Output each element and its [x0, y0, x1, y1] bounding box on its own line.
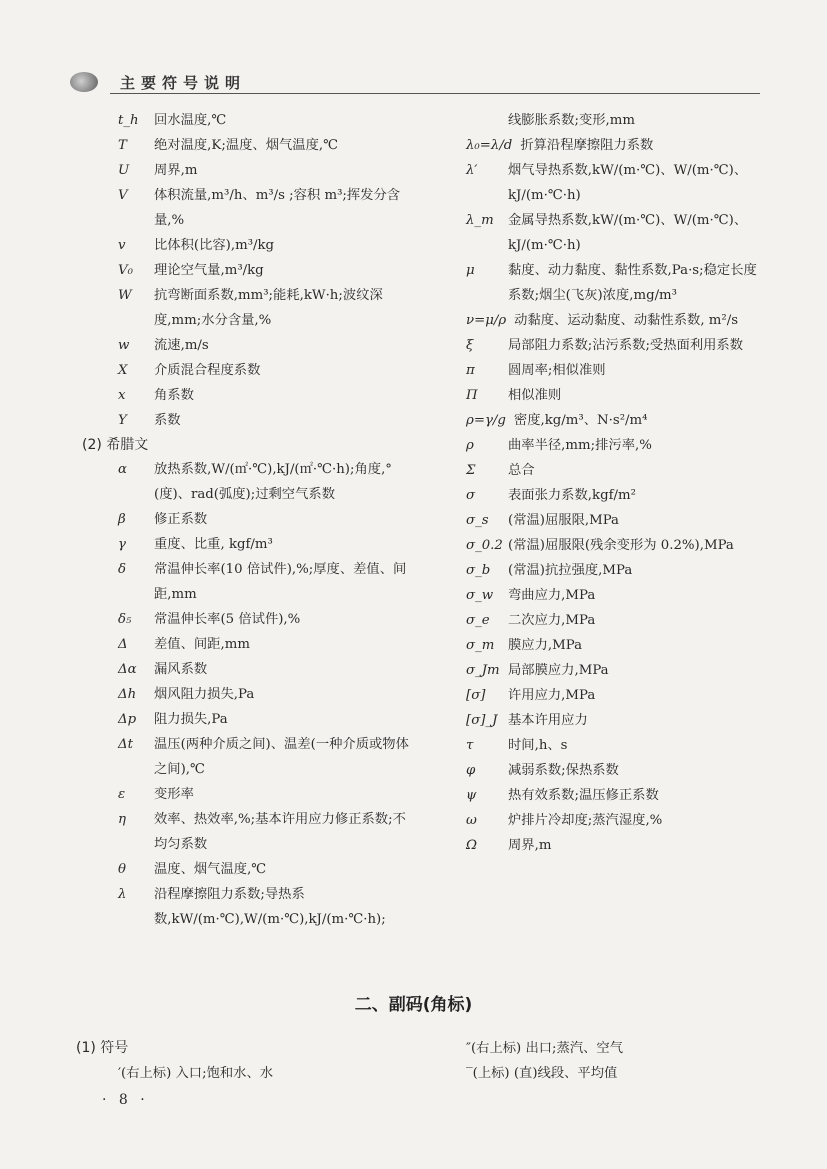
symbol-entry	[466, 258, 766, 308]
symbol-entry	[88, 607, 418, 632]
symbol: λ_m	[466, 213, 494, 228]
symbol: λ₀=λ/d	[466, 138, 513, 153]
definition: 沿程摩擦阻力系数;导热系数,kW/(m·℃),W/(m·℃),kJ/(m·℃·h);	[154, 887, 386, 927]
symbol-entry	[88, 732, 418, 782]
definition: 密度,kg/m³、N·s²/m⁴	[513, 413, 648, 428]
symbol: σ	[466, 488, 476, 503]
left-column	[82, 108, 418, 932]
superscript-entry: ″(右上标) 出口;蒸汽、空气	[466, 1041, 624, 1056]
symbol: λ′	[466, 163, 478, 178]
symbol-entry	[88, 408, 418, 433]
symbol: ξ	[466, 338, 474, 353]
symbol-entry	[466, 808, 766, 833]
symbol-entry	[466, 383, 766, 408]
symbol: σ_s	[466, 513, 489, 528]
symbol-entry	[88, 183, 418, 233]
definition: 黏度、动力黏度、黏性系数,Pa·s;稳定长度系数;烟尘(飞灰)浓度,mg/m³	[508, 263, 757, 303]
symbol: Ω	[466, 838, 478, 853]
symbol: λ	[118, 887, 127, 902]
symbol-heading: (1) 符号	[76, 1040, 129, 1056]
symbol-entry	[88, 882, 418, 932]
definition: 漏风系数	[154, 662, 208, 677]
symbol-entry	[466, 358, 766, 383]
definition: 变形率	[154, 787, 194, 802]
definition: 时间,h、s	[508, 738, 568, 753]
definition: 比体积(比容),m³/kg	[154, 238, 275, 253]
symbol-entry	[466, 558, 766, 583]
symbol: ρ	[466, 438, 474, 453]
definition: 总合	[508, 463, 535, 478]
definition: 膜应力,MPa	[508, 638, 583, 653]
definition: 常温伸长率(10 倍试件),%;厚度、差值、间距,mm	[154, 562, 407, 602]
definition: 重度、比重, kgf/m³	[154, 537, 273, 552]
symbol: γ	[118, 537, 126, 552]
symbol: Δα	[118, 662, 137, 677]
definition: 体积流量,m³/h、m³/s ;容积 m³;挥发分含量,%	[154, 188, 401, 228]
symbol: ω	[466, 813, 477, 828]
symbol: V	[118, 188, 128, 203]
symbol: δ₅	[118, 612, 132, 627]
definition: 绝对温度,K;温度、烟气温度,℃	[154, 138, 339, 153]
symbol-entry	[88, 133, 418, 158]
symbol-entry	[466, 408, 766, 433]
symbol: U	[118, 163, 130, 178]
symbol-entry	[88, 457, 418, 507]
symbol-entry	[466, 633, 766, 658]
symbol-entry	[88, 682, 418, 707]
definition: 抗弯断面系数,mm³;能耗,kW·h;波纹深度,mm;水分含量,%	[154, 288, 383, 328]
symbol: ν=μ/ρ	[466, 313, 507, 328]
symbol: τ	[466, 738, 474, 753]
symbol-entry	[88, 333, 418, 358]
definition: 弯曲应力,MPa	[508, 588, 596, 603]
symbol: V₀	[118, 263, 133, 278]
definition: 介质混合程度系数	[154, 363, 261, 378]
page-header	[70, 70, 760, 96]
definition: 回水温度,℃	[154, 113, 227, 128]
definition: 烟气导热系数,kW/(m·℃)、W/(m·℃)、kJ/(m·℃·h)	[508, 163, 748, 203]
symbol: η	[118, 812, 126, 827]
symbol-entry	[466, 683, 766, 708]
definition: 效率、热效率,%;基本许用应力修正系数;不均匀系数	[154, 812, 406, 852]
symbol: x	[118, 388, 126, 403]
definition: 流速,m/s	[154, 338, 209, 353]
book-logo-icon	[70, 72, 98, 92]
symbol-entry	[466, 308, 766, 333]
symbol-entry	[88, 532, 418, 557]
symbol: ψ	[466, 788, 477, 803]
symbol: Δ	[118, 637, 128, 652]
definition: 折算沿程摩擦阻力系数	[520, 138, 654, 153]
definition: 修正系数	[154, 512, 208, 527]
definition: 温度、烟气温度,℃	[154, 862, 267, 877]
definition: (常温)屈服限(残余变形为 0.2%),MPa	[508, 538, 734, 553]
symbol-entry	[88, 507, 418, 532]
definition: 线膨胀系数;变形,mm	[508, 113, 636, 128]
definition: 表面张力系数,kgf/m²	[508, 488, 636, 503]
superscript-entry: ′(右上标) 入口;饱和水、水	[118, 1066, 274, 1081]
definition: 金属导热系数,kW/(m·℃)、W/(m·℃)、kJ/(m·℃·h)	[508, 213, 748, 253]
definition: 周界,m	[154, 163, 198, 178]
symbol: π	[466, 363, 475, 378]
symbol-entry	[88, 358, 418, 383]
definition: 基本许用应力	[508, 713, 588, 728]
symbol-entry	[88, 557, 418, 607]
symbol: Σ	[466, 463, 476, 478]
symbol: α	[118, 462, 127, 477]
symbol: σ_w	[466, 588, 494, 603]
symbol-entry	[88, 657, 418, 682]
definition: 相似准则	[508, 388, 562, 403]
definition: 圆周率;相似准则	[508, 363, 606, 378]
symbol-entry	[88, 707, 418, 732]
symbol-entry	[88, 807, 418, 857]
subscript-list-right	[466, 1036, 766, 1086]
symbol: β	[118, 512, 126, 527]
symbol-entry	[88, 258, 418, 283]
symbol-entry	[466, 583, 766, 608]
symbol: σ_b	[466, 563, 491, 578]
symbol: t_h	[118, 113, 139, 128]
symbol-entry	[466, 133, 766, 158]
definition: 差值、间距,mm	[154, 637, 250, 652]
symbol-entry	[88, 782, 418, 807]
symbol: [σ]	[466, 688, 486, 703]
symbol: w	[118, 338, 130, 353]
symbol-entry	[466, 783, 766, 808]
symbol: σ_m	[466, 638, 495, 653]
page-number: · 8 ·	[102, 1092, 149, 1108]
symbol-entry	[88, 632, 418, 657]
symbol: σ_0.2	[466, 538, 503, 553]
symbol: σ_e	[466, 613, 490, 628]
definition: 温压(两种介质之间)、温差(一种介质或物体之间),℃	[154, 737, 409, 777]
definition: (常温)抗拉强度,MPa	[508, 563, 633, 578]
definition: (常温)屈服限,MPa	[508, 513, 619, 528]
definition: 热有效系数;温压修正系数	[508, 788, 659, 803]
symbol-entry	[466, 508, 766, 533]
symbol: Y	[118, 413, 127, 428]
header-rule	[110, 93, 760, 94]
definition: 角系数	[154, 388, 194, 403]
symbol-entry	[466, 708, 766, 733]
symbol: φ	[466, 763, 476, 778]
superscript-entry: ‾(上标) (直)线段、平均值	[466, 1066, 618, 1081]
symbol-entry	[466, 208, 766, 258]
symbol: Π	[466, 388, 478, 403]
definition: 许用应力,MPa	[508, 688, 596, 703]
symbol: Δt	[118, 737, 133, 752]
symbol: δ	[118, 562, 127, 577]
definition: 烟风阻力损失,Pa	[154, 687, 255, 702]
symbol: v	[118, 238, 126, 253]
symbol-entry	[466, 458, 766, 483]
definition: 动黏度、运动黏度、动黏性系数, m²/s	[514, 313, 739, 328]
symbol-entry	[88, 857, 418, 882]
definition: 系数	[154, 413, 181, 428]
symbol: [σ]_J	[466, 713, 498, 728]
definition: 阻力损失,Pa	[154, 712, 228, 727]
symbol-entry	[466, 433, 766, 458]
symbol: T	[118, 138, 127, 153]
latin-symbol-list	[88, 108, 418, 433]
symbol-entry	[466, 733, 766, 758]
symbol: θ	[118, 862, 127, 877]
definition: 局部阻力系数;沾污系数;受热面利用系数	[508, 338, 744, 353]
definition: 周界,m	[508, 838, 552, 853]
symbol-entry	[466, 608, 766, 633]
symbol: Δp	[118, 712, 137, 727]
symbol-entry	[88, 283, 418, 333]
definition: 曲率半径,mm;排污率,%	[508, 438, 652, 453]
symbol: X	[118, 363, 128, 378]
definition: 二次应力,MPa	[508, 613, 596, 628]
symbol: ρ=γ/g	[466, 413, 506, 428]
symbol-entry	[88, 233, 418, 258]
symbol-entry	[88, 383, 418, 408]
symbol-entry	[466, 333, 766, 358]
definition: 放热系数,W/(㎡·℃),kJ/(㎡·℃·h);角度,°(度)、rad(弧度);过剩空气系数	[154, 462, 392, 502]
header-title: 主要符号说明	[120, 74, 247, 92]
definition: 局部膜应力,MPa	[508, 663, 609, 678]
symbol-entry	[466, 108, 766, 133]
definition: 炉排片冷却度;蒸汽湿度,%	[508, 813, 663, 828]
greek-heading: (2) 希腊文	[82, 437, 149, 453]
symbol: Δh	[118, 687, 137, 702]
greek-symbol-list	[88, 457, 418, 932]
symbol-entry	[88, 158, 418, 183]
right-column	[466, 108, 766, 858]
symbol-entry	[466, 758, 766, 783]
symbol-entry	[466, 483, 766, 508]
definition: 常温伸长率(5 倍试件),%	[154, 612, 301, 627]
symbol-entry	[88, 108, 418, 133]
symbol: W	[118, 288, 132, 303]
definition: 理论空气量,m³/kg	[154, 263, 264, 278]
subscript-list-left	[76, 1036, 412, 1086]
symbol: σ_Jm	[466, 663, 500, 678]
definition: 减弱系数;保热系数	[508, 763, 619, 778]
symbol-entry	[466, 833, 766, 858]
symbol: μ	[466, 263, 475, 278]
section-title: 二、副码(角标)	[354, 995, 473, 1015]
symbol: ε	[118, 787, 126, 802]
symbol-entry	[466, 158, 766, 208]
symbol-entry	[466, 533, 766, 558]
symbol-entry	[466, 658, 766, 683]
